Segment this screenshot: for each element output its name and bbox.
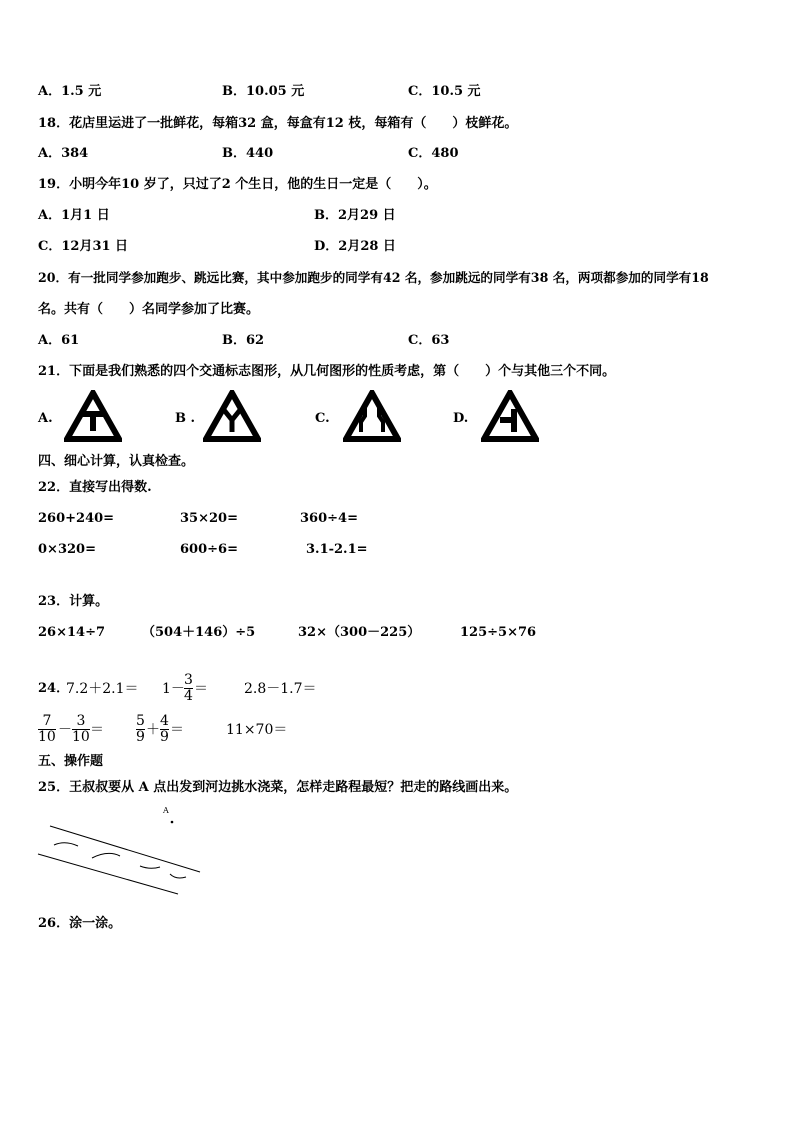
q22-item: 35×20= <box>180 511 238 526</box>
q24-item-f: 11×70＝ <box>226 722 288 738</box>
q17-option-a: A．1.5 元 <box>38 84 102 99</box>
q21-label-b: B . <box>175 411 196 426</box>
river-bank-lower <box>38 854 178 894</box>
q19-option-c: C．12月31 日 <box>38 239 129 254</box>
q24-fraction-seven-tenths <box>38 714 56 745</box>
q18-option-b: B．440 <box>222 146 274 161</box>
river-bank-upper <box>50 826 200 872</box>
q20-option-c: C．63 <box>408 333 450 348</box>
fraction-numerator: 7 <box>42 713 52 729</box>
q24-fraction-five-ninths <box>136 714 145 745</box>
river-wave <box>92 853 120 858</box>
section-4-heading: 四、细心计算，认真检查。 <box>38 454 195 469</box>
q24-fraction-three-tenths <box>72 714 90 745</box>
sign-a-t-junction-icon <box>64 390 122 442</box>
q25-stem: 25．王叔叔要从 A 点出发到河边挑水浇菜，怎样走路程最短？把走的路线画出来。 <box>38 780 518 795</box>
q19-option-d: D．2月28 日 <box>314 239 396 254</box>
q26-stem: 26．涂一涂。 <box>38 916 122 931</box>
q20-stem-line1: 20．有一批同学参加跑步、跳远比赛，其中参加跑步的同学有42 名，参加跳远的同学有38 名，两项都参加的同学有18 <box>38 270 709 285</box>
river-wave <box>140 866 160 868</box>
q21-label-d: D. <box>453 411 469 426</box>
q20-option-b: B．62 <box>222 333 265 348</box>
q24-fraction-four-ninths <box>160 714 169 745</box>
sign-d-side-road-icon <box>481 390 539 442</box>
fraction-numerator: 3 <box>76 713 86 729</box>
q22-item: 3.1-2.1= <box>306 542 368 557</box>
fraction-denominator: 10 <box>38 729 56 745</box>
q22-item: 360÷4= <box>300 511 358 526</box>
q23-item: 26×14÷7 <box>38 625 106 640</box>
q20-option-a: A．61 <box>38 333 80 348</box>
fraction-numerator: 3 <box>184 672 193 688</box>
q17-option-b: B．10.05 元 <box>222 84 305 99</box>
q24-item-c: 2.8－1.7＝ <box>244 681 317 697</box>
point-a-label: A <box>163 806 169 815</box>
q22-item: 0×320= <box>38 542 96 557</box>
q18-option-c: C．480 <box>408 146 459 161</box>
q23-item: 32×（300－225） <box>298 625 421 640</box>
q20-stem-line2: 名。共有（ ）名同学参加了比赛。 <box>38 302 260 317</box>
fraction-numerator: 4 <box>160 713 169 729</box>
q22-item: 260+240= <box>38 511 115 526</box>
river-diagram <box>30 812 210 902</box>
q24-fraction-three-quarters <box>184 673 193 704</box>
q19-stem: 19．小明今年10 岁了，只过了2 个生日，他的生日一定是（ ）。 <box>38 177 437 192</box>
q18-option-a: A．384 <box>38 146 89 161</box>
q24-number: 24． <box>38 681 70 696</box>
fraction-denominator: 9 <box>136 729 145 745</box>
fraction-denominator: 10 <box>72 729 90 745</box>
q24-item-b-whole: 1－ <box>162 681 185 697</box>
point-a-dot <box>171 821 174 824</box>
q17-option-c: C．10.5 元 <box>408 84 481 99</box>
q21-stem: 21．下面是我们熟悉的四个交通标志图形，从几何图形的性质考虑，第（ ）个与其他三个不同。 <box>38 364 616 379</box>
q19-option-b: B．2月29 日 <box>314 208 396 223</box>
q22-item: 600÷6= <box>180 542 238 557</box>
section-5-heading: 五、操作题 <box>38 754 104 769</box>
q21-label-c: C. <box>315 411 330 426</box>
q23-item: （504＋146）÷5 <box>142 625 256 640</box>
q24-item-e-equals: ＝ <box>170 722 184 738</box>
q23-item: 125÷5×76 <box>460 625 537 640</box>
sign-b-y-junction-icon <box>203 390 261 442</box>
q21-label-a: A. <box>38 411 53 426</box>
q22-stem: 22．直接写出得数. <box>38 480 152 495</box>
fraction-numerator: 5 <box>136 713 145 729</box>
sign-c-narrow-road-icon <box>343 390 401 442</box>
q24-item-b-equals: ＝ <box>194 681 208 697</box>
q23-stem: 23．计算。 <box>38 594 109 609</box>
q19-option-a: A．1月1 日 <box>38 208 110 223</box>
q24-item-e-operator: ＋ <box>146 722 160 738</box>
q24-item-a: 7.2＋2.1＝ <box>66 681 139 697</box>
q24-item-d-operator: － <box>58 722 72 738</box>
fraction-denominator: 4 <box>184 688 193 704</box>
fraction-denominator: 9 <box>160 729 169 745</box>
q24-item-d-equals: ＝ <box>90 722 104 738</box>
river-wave <box>170 874 186 878</box>
river-wave <box>54 843 78 846</box>
q18-stem: 18．花店里运进了一批鲜花，每箱32 盒，每盒有12 枝，每箱有（ ）枝鲜花。 <box>38 116 518 131</box>
